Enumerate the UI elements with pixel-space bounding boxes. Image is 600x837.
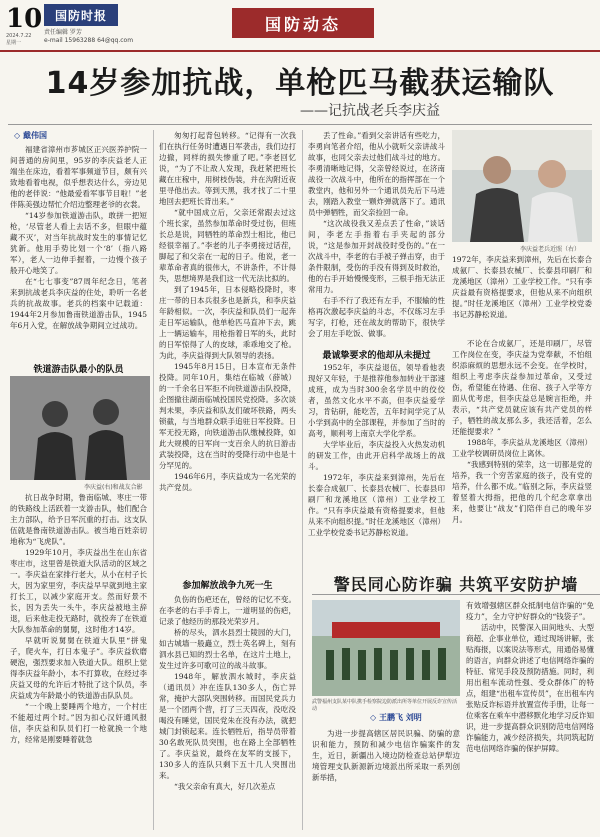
photo-anti-fraud-event — [312, 600, 460, 696]
author-icon: ◇ — [14, 131, 21, 140]
column-3b-text — [308, 362, 445, 567]
bottom-right-para: 活动中，民警深入田间地头、大型商超、企事业单位，通过现场讲解，张贴海报，以案说法等形式，用通俗易懂的语言，向群众讲述了电信网络诈骗的特征、常见手段及预防措施。同时，利用出租车流动性强、受众群体广的特点，组建“出租车宣传员”，在出租车内张贴反诈标语并放置宣传手册，让每一位乘客在乘车中潜移默化地学习反诈知识，进一步提高群众识别防范电信网络诈骗能力，减少经济损失，共同筑起防范电信网络诈骗的保护屏障。 — [466, 623, 594, 753]
bottom-photo-caption: 武警福州支队某中队携手检察院边防派出所等单位开展反诈宣传活动 — [312, 699, 458, 712]
col2b-para: 桥的尽头，泗水县烈士陵园的大门，如古城墙一般矗立，烈士英名碑上，刻有泗水县已知的烈士名单，在这片土地上，发生过许多可歌可泣的战斗故事。 — [159, 628, 296, 670]
col4-para: 1988年，李庆益从龙溪地区（漳州）工业学校调研员岗位上离休。 — [452, 438, 592, 458]
column-3-continued — [452, 254, 592, 334]
issue-date: 2024.7.22 星期一 — [6, 33, 32, 46]
photo-illustration — [452, 130, 592, 242]
column-3-text — [308, 130, 445, 342]
col3-para: 右手不行了我还有左手，不服输的性格再次激起李庆益的斗志，不仅练习左手写字，打枪，还在战友的帮助下，很快学会了用左手吃饭、做事。 — [308, 296, 445, 338]
bottom-headline: 警民同心防诈骗 共筑平安防护墙 — [333, 575, 579, 594]
col3-subtitle: 最诚挚要求的他却从未提过 — [322, 351, 431, 361]
section-title: 国防动态 — [232, 8, 374, 38]
column-2-text — [159, 130, 296, 570]
column-divider — [153, 130, 154, 830]
column-1b-text — [10, 492, 147, 837]
header-rule — [0, 50, 600, 52]
col1-subtitle: 铁道游击队最小的队员 — [33, 365, 124, 375]
bottom-rule — [312, 594, 600, 595]
author-icon: ◇ — [370, 713, 377, 722]
col4-para: “我感到特别的荣幸，这一切都是党的培养，我一个穷苦家庭的孩子，没有党的培养，什么都不成。”临别之际，李庆益竖着竖着大拇指，把他的几个纪念章拿出来，他要让“战友”们陪伴自己的晚年岁月。 — [452, 460, 592, 524]
col2-para: 1946年6月，李庆益成为一名光荣的共产党员。 — [159, 472, 296, 492]
col2b-para: “我父亲命有真大，好几次差点 — [174, 782, 276, 791]
col3b-para: 1952年，李庆益退伍，领导看他表现好又年轻，于是推荐他参加转业干部速成班，成为当时300余名学员中的佼佼者，虽然文化水平不高，但李庆益爱学习，肯钻研，能吃苦，五年时间学完了从小学到高中的全部课程，并参加了当时的高考，顺利考上南京大学化学系。 — [308, 363, 445, 438]
col3b-para: 大学毕业后，李庆益投入火热发动机的研发工作，由此开启科学战场上的战斗。 — [308, 440, 445, 471]
byline-2-text: 王鹏飞 刘明 — [378, 713, 422, 722]
bottom-right-para: 有效增强辖区群众抵制电信诈骗的“免疫力”，全力守护好群众的“钱袋子”。 — [466, 601, 594, 621]
col2-subtitle: 参加解放战争九死一生 — [182, 581, 273, 591]
subhead: ——记抗战老兵李庆益 — [300, 103, 440, 119]
paper-logo: 国防时报 — [44, 4, 118, 26]
column-divider — [302, 130, 303, 830]
headline: 14岁参加抗战，单枪匹马截获运输队 — [45, 66, 555, 101]
col2-para: 到了1945年，日本侵略投降时，枣庄一带的日本兵很多也是新兵，和李庆益年龄相似。一次，李庆益和队员们一起奔走日军运输队，他单枪匹马直冲下去，跳上一辆运输车，用枪指着日军的头，此时的日军惊得了人的皮球，乖乖地交了枪。为此，李庆益得到大队领导的表扬。 — [159, 285, 296, 360]
photo2-caption: 李庆益老兵近照（右） — [520, 246, 581, 253]
photo-illustration — [10, 376, 150, 480]
col2-para: “就中国成立后，父亲还常跟去过这个班长家，虽然参加革命时受过伤，但班长总是说，同牺牲的革命烈士相比，他已经很幸福了。”李老的儿子李勇接过话茬，脚起了和父亲在一起的日子。他说，老一辈革命者真的很伟大，不讲条件，不计得失，思想境界是我们这一代无法比拟的。 — [159, 208, 296, 283]
col1b-para: 早就听说舅舅在铁道大队里“拼鬼子，爬火车，打日本鬼子”。李庆益软磨硬泡，强烈要求加入铁道大队。组织上觉得李庆益年龄小，本不打算收，在经过李庆益又母的允许后才特批了这个队员，李庆益成为年龄最小的铁道游击队队员。 — [10, 636, 147, 700]
column-2b-text — [159, 594, 296, 834]
photo-illustration — [312, 600, 460, 696]
masthead — [0, 0, 600, 52]
photo1-caption: 李庆益(右)和战友合影 — [84, 484, 143, 491]
col3-cont-para: 1972年，李庆益来到漳州，先后在长泰合成氨厂、长泰县农械厂、长泰县印刷厂和龙溪地区（漳州）工业学校工作。“只有李庆益最有资格提要求，但他从来不向组织提。”时任龙溪地区（漳州）工业学校党委书记苏静松说道。 — [452, 255, 592, 319]
col2b-para: 负伤的伤疤还在，曾经的记忆不变。在李老的右手手背上，一道明显的伤疤，记录了他经历的那段光荣岁月。 — [159, 595, 296, 626]
bottom-para: 为进一步提高辖区居民识骗、防骗的意识和能力，预防和减少电信诈骗案件的发生，近日，新疆出入境边防检查总站伊犁边境管理支队新源新边境派出所采取一系列创新举措， — [312, 729, 460, 782]
col3b-para: 1972年，李庆益来到漳州，先后在长泰合成氨厂、长泰县农械厂、长泰县印刷厂和龙溪地区（漳州）工业学校工作。“只有李庆益最有资格提要求，但他从来不向组织提。”时任龙溪地区（漳州）工业学校党委书记苏静松说道。 — [308, 473, 445, 537]
col2-para: 匆匆打起背包转移。“记得有一次我们在执行任务时遭遇日军袭击，我们边打边撤，同样的损失惨重了吧。”李老回忆说，“为了不让敌人发现，我赶紧把班长藏在庄稼中，用树枝伪装，并在沟附近夜里寻他出去。等到天黑，我才找了二十里地回去把班长背出来。” — [159, 131, 296, 206]
headline-rule — [8, 124, 592, 125]
bottom-article-text-right — [466, 600, 594, 836]
byline-1-text: 戴伟国 — [22, 131, 47, 140]
column-4-text — [452, 338, 592, 566]
editor-info — [44, 29, 133, 45]
byline-2 — [370, 712, 422, 723]
col1b-para: “一个晚上要睡两个地方，一个村庄不能超过两个时。”因为扣心汉奸通风报信，李庆益和队员们打一枪就换一个地方，经常是刚要睡着就急 — [10, 702, 147, 744]
bottom-article-text-left — [312, 728, 460, 836]
photo-veteran-recent — [452, 130, 592, 242]
byline-1 — [14, 130, 47, 141]
col4-para: 不论在合成氨厂，还是印刷厂，尽管工作岗位在变，李庆益为党奉献，不怕组织添麻烦的思想永远不会变。在学校时，组织上考虑李庆益参加过革命，又受过伤，希望能在待遇、住宿、孩子入学等方面从优考虑，但李庆益总是婉言拒绝，并表示，“共产党员就应该有共产党员的样子，牺牲的战友那么多，我还活着，怎么还能提要求？” — [452, 339, 592, 436]
col3-para: 丢了性命。”看到父亲讲话有些吃力，李勇向笔者介绍，他从小就听父亲讲战斗故事，也同父亲去过他们战斗过的地方。李勇清晰地记得，父亲曾经说过，在济南战役一次战斗中，他所在的指挥部在一个教堂内，他和另外一个通讯员先后下马进去，刚踏入教堂一颗炸弹就落下了。通讯员中弹牺牲，而父亲捡回一命。 — [308, 131, 445, 217]
col1b-para: 抗日战争时期，鲁南临城、枣庄一带的铁路线上活跃着一支游击队，他们配合主力部队，给予日军沉重的打击。这支队伍就是鲁南铁道游击队。被当地百姓亲切地称为“飞虎队”。 — [10, 493, 147, 546]
col2b-para: 1948年，解放泗水城时，李庆益（通讯员）冲在连队130多人，伤亡异常，掩护大部队突围转移。而国民党兵力是一个团两个营，打了三天四夜，没吃没喝没有睡觉，国民党朱在没有办法，就把城门封锁起来。连长牺牲后，指导员带着30名敢死队员突围，也在路上全部牺牲了。李庆益说，最终在友军的支援下，130多人的连队只剩下五十几人突围出来。 — [159, 672, 296, 780]
col1-para: 在“七七事变”87周年纪念日，笔者来到抗战老兵李庆益的住处，聆听一名老兵的抗战故事。老兵的档案中记载道：1944年2月参加鲁南铁道游击队，1945年6月入党，在解放战争期间立过战功。 — [10, 277, 147, 330]
col3-para: “这次战役我又差点丢了性命，”谈话间，李老左手指着右手夹起的部分说，“这是参加开封战役时受伤的。”在一次战斗中，李老的右手被子弹击穿，由于条件限制，受伤的手没有得到及时救治，他的右手开始慢慢变形，三根手指无法正常用力。 — [308, 219, 445, 294]
col1-para: “14岁参加铁道游击队，敢拼一把短枪，‘尽管老人看上去话不多，但眼中蕴藏不灭’，对当年抗战时发生的事情记忆犹新。他用手势比划一个‘8’（指八路军），老人一边伸手握着，一边慢个孩子般开心地笑了。 — [10, 211, 147, 275]
editor-email: e-mail 15963288 64@qq.com — [44, 37, 134, 44]
col1-para: 福建省漳州市芗城区正兴医养护院一间普通的房间里，95岁的李庆益老人正端坐在床边，看着军事频道节目，颇有兴致地看着电视，似乎想表达什么，旁边见他的老伴说：“他最爱看军事节目啦！”老伴陈美强边帮忙介绍边整理老爷的衣裳。 — [10, 145, 147, 209]
col1b-para: 1929年10月，李庆益出生在山东省枣庄市，这里曾是铁道大队活动的区域之一。李庆益在家排行老大，从小在村子长大，因为家里穷，李庆益早早就到地主家打长工，以减少家庭开支。然而好景不长，因为丢失一头牛，李庆益被地主辞退，后来他走投无路时，就投奔了在铁道大队参加革命的舅舅，这时他才14岁。 — [10, 548, 147, 634]
col2-para: 1945年8月15日，日本宣布无条件投降。同年10月，集结在临城（薛城）的一千余名日军拒不向铁道游击队投降，企图撤往湖南临城投国民党投降。多次谈判未果，李庆益和队友们破坏铁路，两头锁截，与当地群众联手追驻日军投降。日军无投无路，向铁道游击队缴械投降，如此大规模的日军向一支百余人的抗日游击武装投降，这在当时的受降行动中也是十分罕见的。 — [159, 362, 296, 470]
page-number: 10 — [6, 4, 43, 34]
editor-name: 责任编辑 罗芳 — [44, 29, 82, 36]
column-1-text — [10, 144, 147, 356]
photo-old-soldiers — [10, 376, 150, 480]
